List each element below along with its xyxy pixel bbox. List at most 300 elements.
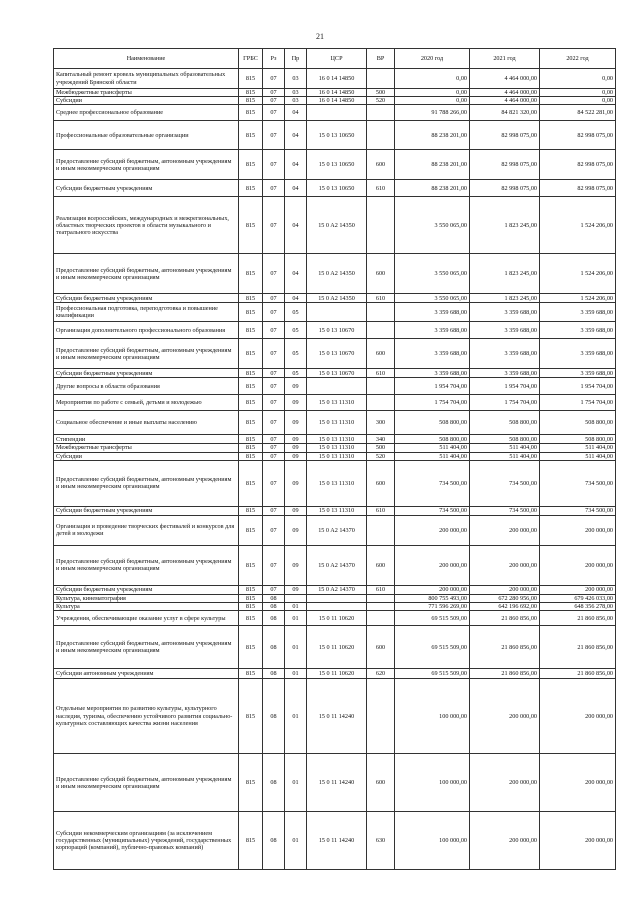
cell-rz: 08 bbox=[263, 626, 285, 669]
cell-2021: 3 359 688,00 bbox=[470, 339, 540, 369]
cell-csr: 15 0 11 10620 bbox=[307, 669, 367, 679]
table-row bbox=[54, 378, 616, 395]
cell-2020: 200 000,00 bbox=[395, 585, 470, 594]
cell-vr bbox=[367, 303, 395, 322]
cell-2022: 734 500,00 bbox=[540, 506, 616, 515]
cell-2020: 3 359 688,00 bbox=[395, 303, 470, 322]
cell-rz: 07 bbox=[263, 369, 285, 378]
cell-rz: 07 bbox=[263, 545, 285, 585]
cell-grbs: 815 bbox=[239, 812, 263, 870]
cell-grbs: 815 bbox=[239, 411, 263, 435]
cell-name: Организация дополнительного профессионального образования bbox=[54, 322, 239, 339]
cell-name: Субсидии бюджетным учреждениям bbox=[54, 369, 239, 378]
cell-vr: 500 bbox=[367, 89, 395, 97]
cell-pr: 09 bbox=[285, 506, 307, 515]
header-grbs: ГРБС bbox=[239, 49, 263, 69]
cell-2021: 734 500,00 bbox=[470, 460, 540, 506]
cell-name: Предоставление субсидий бюджетным, автономным учреждениям и иным некоммерческим организациям bbox=[54, 460, 239, 506]
cell-2022: 3 359 688,00 bbox=[540, 322, 616, 339]
cell-grbs: 815 bbox=[239, 585, 263, 594]
cell-csr: 15 0 A2 14370 bbox=[307, 545, 367, 585]
cell-2020: 200 000,00 bbox=[395, 515, 470, 545]
cell-pr: 04 bbox=[285, 197, 307, 254]
cell-vr: 630 bbox=[367, 812, 395, 870]
cell-2020: 3 359 688,00 bbox=[395, 322, 470, 339]
cell-2022: 648 356 278,00 bbox=[540, 603, 616, 611]
cell-2021: 1 754 704,00 bbox=[470, 395, 540, 411]
cell-grbs: 815 bbox=[239, 515, 263, 545]
cell-rz: 07 bbox=[263, 444, 285, 452]
cell-name: Предоставление субсидий бюджетным, автономным учреждениям и иным некоммерческим организациям bbox=[54, 626, 239, 669]
cell-vr: 600 bbox=[367, 150, 395, 180]
table-row bbox=[54, 669, 616, 679]
cell-pr: 09 bbox=[285, 395, 307, 411]
table-row bbox=[54, 611, 616, 626]
cell-2020: 3 359 688,00 bbox=[395, 369, 470, 378]
cell-csr: 15 0 13 11310 bbox=[307, 452, 367, 460]
cell-grbs: 815 bbox=[239, 378, 263, 395]
table-row bbox=[54, 69, 616, 89]
cell-name: Капитальный ремонт кровель муниципальных образовательных учреждений Брянской области bbox=[54, 69, 239, 89]
cell-2021: 21 860 856,00 bbox=[470, 626, 540, 669]
cell-2020: 3 550 065,00 bbox=[395, 197, 470, 254]
table-row bbox=[54, 197, 616, 254]
cell-pr: 04 bbox=[285, 121, 307, 150]
cell-2020: 3 550 065,00 bbox=[395, 294, 470, 303]
cell-2020: 69 515 509,00 bbox=[395, 626, 470, 669]
cell-csr: 16 0 14 14850 bbox=[307, 69, 367, 89]
cell-2020: 771 596 269,00 bbox=[395, 603, 470, 611]
cell-name: Профессиональная подготовка, переподготовка и повышение квалификации bbox=[54, 303, 239, 322]
cell-2020: 734 500,00 bbox=[395, 506, 470, 515]
cell-vr bbox=[367, 69, 395, 89]
table-row bbox=[54, 322, 616, 339]
cell-2021: 3 359 688,00 bbox=[470, 369, 540, 378]
cell-2020: 100 000,00 bbox=[395, 754, 470, 812]
cell-grbs: 815 bbox=[239, 180, 263, 197]
cell-name: Субсидии бюджетным учреждениям bbox=[54, 180, 239, 197]
cell-rz: 07 bbox=[263, 395, 285, 411]
cell-2021: 84 821 320,00 bbox=[470, 105, 540, 121]
cell-csr: 15 0 13 10650 bbox=[307, 180, 367, 197]
cell-2022: 511 404,00 bbox=[540, 444, 616, 452]
cell-vr: 610 bbox=[367, 369, 395, 378]
cell-csr: 15 0 13 11310 bbox=[307, 444, 367, 452]
cell-vr: 610 bbox=[367, 294, 395, 303]
cell-2021: 1 823 245,00 bbox=[470, 254, 540, 294]
table-row bbox=[54, 369, 616, 378]
cell-vr: 600 bbox=[367, 339, 395, 369]
cell-name: Предоставление субсидий бюджетным, автономным учреждениям и иным некоммерческим организациям bbox=[54, 545, 239, 585]
table-row bbox=[54, 545, 616, 585]
cell-2021: 511 404,00 bbox=[470, 452, 540, 460]
table-row bbox=[54, 594, 616, 602]
cell-grbs: 815 bbox=[239, 369, 263, 378]
cell-rz: 07 bbox=[263, 506, 285, 515]
table-row bbox=[54, 411, 616, 435]
cell-pr: 01 bbox=[285, 679, 307, 754]
cell-csr bbox=[307, 378, 367, 395]
cell-grbs: 815 bbox=[239, 339, 263, 369]
cell-2021: 1 823 245,00 bbox=[470, 294, 540, 303]
table-row bbox=[54, 294, 616, 303]
cell-name: Субсидии некоммерческим организациям (за исключением государственных (муниципальных) учреждений, государственных корпораций (компаний), публично-правовых компаний) bbox=[54, 812, 239, 870]
cell-2020: 508 800,00 bbox=[395, 435, 470, 444]
table-row bbox=[54, 105, 616, 121]
cell-name: Субсидии автономным учреждениям bbox=[54, 669, 239, 679]
cell-rz: 08 bbox=[263, 669, 285, 679]
cell-2021: 508 800,00 bbox=[470, 435, 540, 444]
cell-name: Другие вопросы в области образования bbox=[54, 378, 239, 395]
cell-2021: 4 464 000,00 bbox=[470, 69, 540, 89]
cell-vr: 600 bbox=[367, 545, 395, 585]
table-header-row bbox=[54, 49, 616, 69]
cell-pr: 03 bbox=[285, 97, 307, 105]
cell-csr: 15 0 11 14240 bbox=[307, 754, 367, 812]
cell-csr: 15 0 11 10620 bbox=[307, 626, 367, 669]
cell-pr: 05 bbox=[285, 303, 307, 322]
cell-name: Субсидии бюджетным учреждениям bbox=[54, 294, 239, 303]
cell-pr: 09 bbox=[285, 378, 307, 395]
cell-rz: 08 bbox=[263, 594, 285, 602]
cell-2022: 200 000,00 bbox=[540, 545, 616, 585]
cell-pr: 01 bbox=[285, 626, 307, 669]
cell-rz: 08 bbox=[263, 611, 285, 626]
cell-2022: 679 426 033,00 bbox=[540, 594, 616, 602]
table-row bbox=[54, 303, 616, 322]
cell-2021: 200 000,00 bbox=[470, 679, 540, 754]
cell-csr bbox=[307, 303, 367, 322]
cell-pr: 01 bbox=[285, 611, 307, 626]
cell-rz: 08 bbox=[263, 754, 285, 812]
table-row bbox=[54, 435, 616, 444]
cell-2021: 4 464 000,00 bbox=[470, 97, 540, 105]
cell-2021: 200 000,00 bbox=[470, 812, 540, 870]
cell-2021: 21 860 856,00 bbox=[470, 669, 540, 679]
cell-2022: 508 800,00 bbox=[540, 411, 616, 435]
cell-2021: 82 998 075,00 bbox=[470, 180, 540, 197]
cell-rz: 07 bbox=[263, 460, 285, 506]
cell-name: Предоставление субсидий бюджетным, автономным учреждениям и иным некоммерческим организациям bbox=[54, 254, 239, 294]
cell-rz: 07 bbox=[263, 411, 285, 435]
table-row bbox=[54, 444, 616, 452]
cell-2022: 82 998 075,00 bbox=[540, 180, 616, 197]
cell-2022: 21 860 856,00 bbox=[540, 611, 616, 626]
table-row bbox=[54, 515, 616, 545]
cell-name: Предоставление субсидий бюджетным, автономным учреждениям и иным некоммерческим организациям bbox=[54, 150, 239, 180]
cell-pr: 01 bbox=[285, 669, 307, 679]
cell-2020: 1 754 704,00 bbox=[395, 395, 470, 411]
table-row bbox=[54, 626, 616, 669]
cell-2022: 84 522 281,00 bbox=[540, 105, 616, 121]
table-row bbox=[54, 603, 616, 611]
cell-name: Стипендии bbox=[54, 435, 239, 444]
cell-2021: 1 954 704,00 bbox=[470, 378, 540, 395]
cell-vr bbox=[367, 322, 395, 339]
cell-pr: 09 bbox=[285, 411, 307, 435]
cell-name: Мероприятия по работе с семьей, детьми и молодежью bbox=[54, 395, 239, 411]
cell-csr: 15 0 13 11310 bbox=[307, 460, 367, 506]
cell-rz: 07 bbox=[263, 452, 285, 460]
cell-grbs: 815 bbox=[239, 97, 263, 105]
cell-name: Предоставление субсидий бюджетным, автономным учреждениям и иным некоммерческим организациям bbox=[54, 754, 239, 812]
cell-2020: 0,00 bbox=[395, 89, 470, 97]
cell-grbs: 815 bbox=[239, 121, 263, 150]
header-2020: 2020 год bbox=[395, 49, 470, 69]
cell-2022: 82 998 075,00 bbox=[540, 150, 616, 180]
table-row bbox=[54, 89, 616, 97]
cell-2020: 0,00 bbox=[395, 97, 470, 105]
cell-2020: 0,00 bbox=[395, 69, 470, 89]
table-body bbox=[54, 69, 616, 870]
cell-pr: 05 bbox=[285, 339, 307, 369]
cell-name: Культура bbox=[54, 603, 239, 611]
table-row bbox=[54, 254, 616, 294]
cell-vr: 610 bbox=[367, 506, 395, 515]
cell-pr: 01 bbox=[285, 603, 307, 611]
cell-2020: 511 404,00 bbox=[395, 444, 470, 452]
cell-2020: 1 954 704,00 bbox=[395, 378, 470, 395]
cell-vr: 610 bbox=[367, 585, 395, 594]
cell-name: Субсидии bbox=[54, 452, 239, 460]
cell-2020: 100 000,00 bbox=[395, 679, 470, 754]
cell-csr: 15 0 13 11310 bbox=[307, 506, 367, 515]
cell-csr bbox=[307, 594, 367, 602]
cell-csr: 15 0 11 14240 bbox=[307, 679, 367, 754]
cell-vr: 600 bbox=[367, 460, 395, 506]
cell-2022: 3 359 688,00 bbox=[540, 339, 616, 369]
cell-rz: 07 bbox=[263, 322, 285, 339]
table-row bbox=[54, 679, 616, 754]
cell-2020: 88 238 201,00 bbox=[395, 121, 470, 150]
cell-csr: 15 0 13 11310 bbox=[307, 411, 367, 435]
cell-rz: 07 bbox=[263, 121, 285, 150]
cell-2022: 200 000,00 bbox=[540, 585, 616, 594]
cell-grbs: 815 bbox=[239, 435, 263, 444]
cell-grbs: 815 bbox=[239, 545, 263, 585]
cell-csr: 16 0 14 14850 bbox=[307, 89, 367, 97]
cell-name: Межбюджетные трансферты bbox=[54, 444, 239, 452]
cell-2021: 734 500,00 bbox=[470, 506, 540, 515]
cell-csr: 15 0 A2 14370 bbox=[307, 585, 367, 594]
cell-grbs: 815 bbox=[239, 460, 263, 506]
cell-name: Предоставление субсидий бюджетным, автономным учреждениям и иным некоммерческим организациям bbox=[54, 339, 239, 369]
cell-2022: 1 954 704,00 bbox=[540, 378, 616, 395]
cell-2022: 200 000,00 bbox=[540, 679, 616, 754]
cell-vr bbox=[367, 121, 395, 150]
table-row bbox=[54, 754, 616, 812]
cell-vr bbox=[367, 378, 395, 395]
table-row bbox=[54, 460, 616, 506]
cell-2021: 508 800,00 bbox=[470, 411, 540, 435]
table-row bbox=[54, 121, 616, 150]
cell-csr: 15 0 13 10650 bbox=[307, 150, 367, 180]
budget-table bbox=[53, 48, 616, 870]
cell-2022: 0,00 bbox=[540, 89, 616, 97]
cell-pr: 04 bbox=[285, 254, 307, 294]
cell-2021: 200 000,00 bbox=[470, 585, 540, 594]
cell-name: Социальное обеспечение и иные выплаты населению bbox=[54, 411, 239, 435]
cell-grbs: 815 bbox=[239, 679, 263, 754]
cell-grbs: 815 bbox=[239, 322, 263, 339]
header-name: Наименование bbox=[54, 49, 239, 69]
cell-name: Организация и проведение творческих фестивалей и конкурсов для детей и молодежи bbox=[54, 515, 239, 545]
cell-rz: 07 bbox=[263, 339, 285, 369]
cell-vr bbox=[367, 515, 395, 545]
cell-name: Отдельные мероприятия по развитию культуры, культурного наследия, туризма, обеспечению устойчивого развития социально-культурных составляющих качества жизни населения bbox=[54, 679, 239, 754]
cell-2021: 672 280 956,00 bbox=[470, 594, 540, 602]
cell-csr: 16 0 14 14850 bbox=[307, 97, 367, 105]
cell-rz: 07 bbox=[263, 97, 285, 105]
cell-pr: 05 bbox=[285, 369, 307, 378]
cell-2020: 69 515 509,00 bbox=[395, 669, 470, 679]
page-number: 21 bbox=[316, 32, 324, 41]
cell-2020: 91 788 266,00 bbox=[395, 105, 470, 121]
cell-rz: 08 bbox=[263, 812, 285, 870]
cell-rz: 07 bbox=[263, 150, 285, 180]
cell-csr: 15 0 A2 14350 bbox=[307, 197, 367, 254]
cell-grbs: 815 bbox=[239, 69, 263, 89]
cell-vr: 520 bbox=[367, 97, 395, 105]
header-csr: ЦСР bbox=[307, 49, 367, 69]
cell-csr: 15 0 A2 14350 bbox=[307, 254, 367, 294]
cell-2020: 3 550 065,00 bbox=[395, 254, 470, 294]
cell-2020: 734 500,00 bbox=[395, 460, 470, 506]
cell-csr: 15 0 13 11310 bbox=[307, 395, 367, 411]
cell-vr: 340 bbox=[367, 435, 395, 444]
cell-name: Субсидии бюджетным учреждениям bbox=[54, 585, 239, 594]
cell-pr: 05 bbox=[285, 322, 307, 339]
header-2022: 2022 год bbox=[540, 49, 616, 69]
cell-2021: 3 359 688,00 bbox=[470, 322, 540, 339]
cell-2020: 88 238 201,00 bbox=[395, 180, 470, 197]
cell-pr: 04 bbox=[285, 150, 307, 180]
cell-vr: 500 bbox=[367, 444, 395, 452]
cell-2020: 200 000,00 bbox=[395, 545, 470, 585]
table-row bbox=[54, 812, 616, 870]
cell-vr: 600 bbox=[367, 254, 395, 294]
cell-rz: 08 bbox=[263, 679, 285, 754]
cell-rz: 07 bbox=[263, 254, 285, 294]
cell-2021: 3 359 688,00 bbox=[470, 303, 540, 322]
cell-2020: 3 359 688,00 bbox=[395, 339, 470, 369]
cell-2021: 21 860 856,00 bbox=[470, 611, 540, 626]
cell-pr: 01 bbox=[285, 812, 307, 870]
cell-vr: 620 bbox=[367, 669, 395, 679]
cell-rz: 07 bbox=[263, 294, 285, 303]
table-row bbox=[54, 585, 616, 594]
cell-2022: 3 359 688,00 bbox=[540, 303, 616, 322]
cell-csr: 15 0 A2 14370 bbox=[307, 515, 367, 545]
table-row bbox=[54, 395, 616, 411]
cell-2022: 1 524 206,00 bbox=[540, 197, 616, 254]
cell-pr: 03 bbox=[285, 69, 307, 89]
cell-grbs: 815 bbox=[239, 254, 263, 294]
cell-rz: 07 bbox=[263, 197, 285, 254]
table-row bbox=[54, 97, 616, 105]
cell-pr: 09 bbox=[285, 444, 307, 452]
cell-rz: 07 bbox=[263, 515, 285, 545]
cell-rz: 07 bbox=[263, 180, 285, 197]
cell-pr: 01 bbox=[285, 754, 307, 812]
cell-2021: 4 464 000,00 bbox=[470, 89, 540, 97]
cell-vr bbox=[367, 603, 395, 611]
cell-2021: 200 000,00 bbox=[470, 545, 540, 585]
cell-2022: 200 000,00 bbox=[540, 754, 616, 812]
cell-name: Учреждения, обеспечивающие оказание услуг в сфере культуры bbox=[54, 611, 239, 626]
cell-2021: 82 998 075,00 bbox=[470, 150, 540, 180]
cell-csr bbox=[307, 603, 367, 611]
cell-vr: 610 bbox=[367, 180, 395, 197]
cell-grbs: 815 bbox=[239, 444, 263, 452]
cell-grbs: 815 bbox=[239, 395, 263, 411]
cell-pr: 04 bbox=[285, 105, 307, 121]
cell-vr: 300 bbox=[367, 411, 395, 435]
cell-vr bbox=[367, 105, 395, 121]
cell-2021: 200 000,00 bbox=[470, 515, 540, 545]
cell-grbs: 815 bbox=[239, 89, 263, 97]
cell-grbs: 815 bbox=[239, 294, 263, 303]
cell-grbs: 815 bbox=[239, 303, 263, 322]
cell-2021: 1 823 245,00 bbox=[470, 197, 540, 254]
table-row bbox=[54, 452, 616, 460]
cell-csr: 15 0 13 10650 bbox=[307, 121, 367, 150]
cell-name: Культура, кинематография bbox=[54, 594, 239, 602]
cell-csr bbox=[307, 105, 367, 121]
header-rz: Рз bbox=[263, 49, 285, 69]
cell-rz: 07 bbox=[263, 435, 285, 444]
header-vr: ВР bbox=[367, 49, 395, 69]
cell-rz: 07 bbox=[263, 378, 285, 395]
cell-2021: 642 196 692,00 bbox=[470, 603, 540, 611]
cell-2021: 200 000,00 bbox=[470, 754, 540, 812]
cell-2022: 21 860 856,00 bbox=[540, 669, 616, 679]
cell-name: Субсидии бюджетным учреждениям bbox=[54, 506, 239, 515]
cell-grbs: 815 bbox=[239, 594, 263, 602]
cell-grbs: 815 bbox=[239, 452, 263, 460]
cell-2022: 1 524 206,00 bbox=[540, 254, 616, 294]
cell-grbs: 815 bbox=[239, 669, 263, 679]
cell-vr bbox=[367, 395, 395, 411]
cell-2022: 0,00 bbox=[540, 69, 616, 89]
cell-2022: 1 754 704,00 bbox=[540, 395, 616, 411]
cell-2022: 511 404,00 bbox=[540, 452, 616, 460]
cell-vr bbox=[367, 594, 395, 602]
cell-rz: 08 bbox=[263, 603, 285, 611]
cell-2020: 88 238 201,00 bbox=[395, 150, 470, 180]
header-pr: Пр bbox=[285, 49, 307, 69]
cell-grbs: 815 bbox=[239, 754, 263, 812]
cell-rz: 07 bbox=[263, 69, 285, 89]
cell-2022: 508 800,00 bbox=[540, 435, 616, 444]
cell-2022: 1 524 206,00 bbox=[540, 294, 616, 303]
cell-csr: 15 0 13 11310 bbox=[307, 435, 367, 444]
table-row bbox=[54, 339, 616, 369]
cell-pr bbox=[285, 594, 307, 602]
cell-pr: 09 bbox=[285, 545, 307, 585]
cell-name: Профессиональные образовательные организации bbox=[54, 121, 239, 150]
cell-grbs: 815 bbox=[239, 626, 263, 669]
cell-csr: 15 0 13 10670 bbox=[307, 339, 367, 369]
cell-csr: 15 0 11 10620 bbox=[307, 611, 367, 626]
cell-2020: 69 515 509,00 bbox=[395, 611, 470, 626]
cell-name: Межбюджетные трансферты bbox=[54, 89, 239, 97]
cell-2022: 3 359 688,00 bbox=[540, 369, 616, 378]
cell-grbs: 815 bbox=[239, 105, 263, 121]
cell-pr: 09 bbox=[285, 435, 307, 444]
cell-vr: 520 bbox=[367, 452, 395, 460]
cell-vr bbox=[367, 197, 395, 254]
